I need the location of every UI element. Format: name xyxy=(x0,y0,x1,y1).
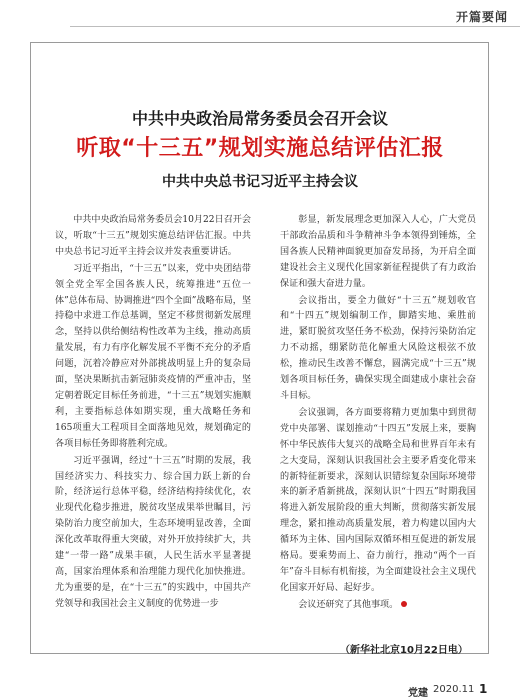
footer-issue: 2020.11 xyxy=(433,684,475,695)
end-mark-icon xyxy=(401,601,407,607)
paragraph: 会议指出，要全力做好“十三五”规划收官和“十四五”规划编制工作，脚踏实地、乘胜前进，紧盯脱贫攻坚任务不松劲，保持污染防治定力不动摇，绷紧防范化解重大风险这根弦不放松，推动民生改善不懈怠，圆满完成“十三五”规划各项目标任务，确保实现全面建成小康社会奋斗目标。 xyxy=(280,295,476,401)
article-kicker: 中共中央政治局常务委员会召开会议 xyxy=(131,109,388,128)
article-headline: 听取“十三五”规划实施总结评估汇报 xyxy=(76,136,444,161)
paragraph: 习近平指出，“十三五”以来，党中央团结带领全党全军全国各族人民，统筹推进“五位一体”总体布局、协调推进“四个全面”战略布局，坚持稳中求进工作总基调，坚定不移贯彻新发展理念，坚持以供给侧结构性改革为主线，推动高质量发展，有力有序化解发展不平衡不充分的矛盾问题，沉着冷静应对外部挑战明显上升的复杂局面，坚决果断抗击新冠肺炎疫情的严重冲击，坚定朝着既定目标任务前进，“十三五”规划实施顺利，主要指标总体如期实现，重大战略任务和165项重大工程项目全面落地见效，规划确定的各项目标任务即将胜利完成。 xyxy=(55,263,251,449)
header-rule xyxy=(70,26,520,27)
article-column-right xyxy=(280,213,476,615)
closing-paragraph xyxy=(280,598,476,614)
page-number: 1 xyxy=(479,682,488,696)
paragraph: 会议强调，各方面要将精力更加集中到贯彻党中央部署、谋划推动“十四五”发展上来，要胸怀中华民族伟大复兴的战略全局和世界百年未有之大变局，深刻认识我国社会主要矛盾变化带来的新特征新要求，深刻认识错综复杂国际环境带来的新矛盾新挑战，深刻认识“十四五”时期我国将进入新发展阶段的重大判断，贯彻落实新发展理念，紧扣推动高质量发展，着力构建以国内大循环为主体、国内国际双循环相互促进的新发展格局。要乘势而上、奋力前行，推动“两个一百年”奋斗目标有机衔接，为全面建设社会主义现代化国家开好局、起好步。 xyxy=(280,407,476,593)
column-tag: 开篇要闻 xyxy=(455,10,508,24)
footer-magazine-name: 党建 xyxy=(408,688,428,699)
article-column-left xyxy=(55,213,251,614)
dateline: （新华社北京10月22日电） xyxy=(340,645,468,656)
paragraph: 中共中央政治局常务委员会10月22日召开会议，听取“十三五”规划实施总结评估汇报。中共中央总书记习近平主持会议并发表重要讲话。 xyxy=(55,215,251,257)
article-subhead: 中共中央总书记习近平主持会议 xyxy=(162,174,358,190)
paragraph: 习近平强调，经过“十三五”时期的发展，我国经济实力、科技实力、综合国力跃上新的台阶，经济运行总体平稳，经济结构持续优化，农业现代化稳步推进，脱贫攻坚成果举世瞩目，污染防治力度空前加大，生态环境明显改善，全面深化改革取得重大突破，对外开放持续扩大，共建“一带一路”成果丰硕，人民生活水平显著提高，国家治理体系和治理能力现代化加快推进。尤为重要的是，在“十三五”的实践中，中国共产党领导和我国社会主义制度的优势进一步 xyxy=(55,455,251,609)
closing-text: 会议还研究了其他事项。 xyxy=(298,599,399,610)
paragraph: 彰显，新发展理念更加深入人心，广大党员干部政治品质和斗争精神斗争本领得到锤炼，全国各族人民精神面貌更加奋发昂扬，为开启全面建设社会主义现代化国家新征程提供了有力政治保证和强大奋进力量。 xyxy=(280,215,476,289)
